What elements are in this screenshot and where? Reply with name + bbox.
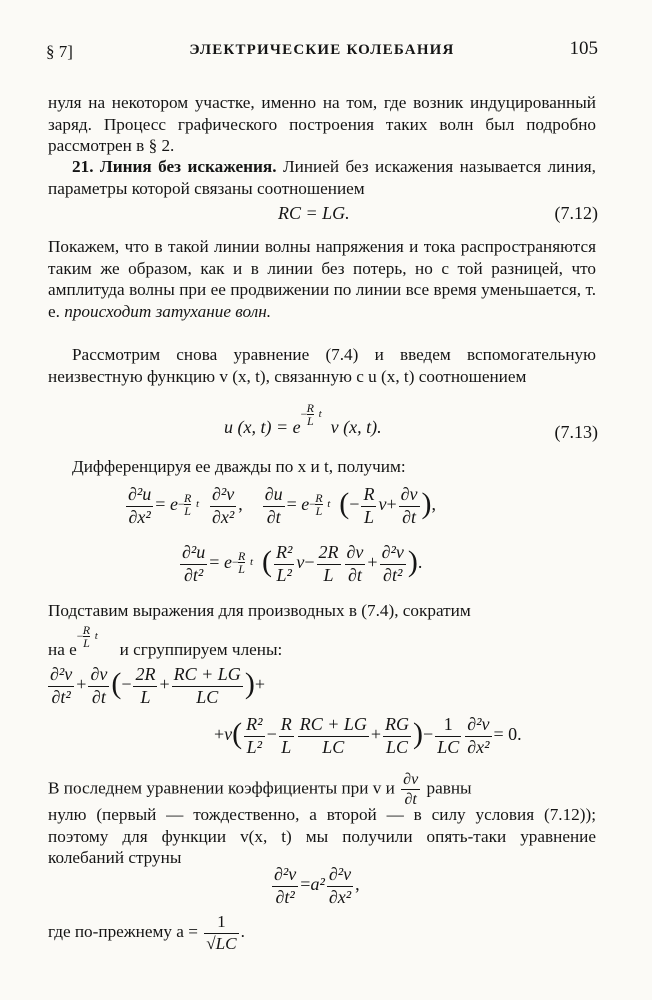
paragraph-5: Дифференцируя ее дважды по x и t, получим: <box>72 457 406 476</box>
frac-du-dt: $\frac{\partial u}{\partial t}$ <box>264 484 283 527</box>
eq713-right: v (x, t). <box>330 417 382 437</box>
section-number: § 7] <box>46 42 73 61</box>
paragraph-3 <box>48 236 596 322</box>
paragraph-1: нуля на некотором участке, именно на том, где возник индуцированный заряд. Процесс графического построения таких волн был подробно рассмотрен в § 2. <box>48 93 596 156</box>
frac-d2u-dx2: $\frac{\text{∂²u}}{\text{∂x²}}$ <box>128 484 152 527</box>
exp-num: R <box>306 401 314 415</box>
equation-7-13 <box>224 402 382 438</box>
derivatives-line-1: $\frac{\text{∂²u}}{\text{∂x²}}$ = e − R L t $\frac{\text{∂²v}}{\text{∂x²}}$ , $\frac{\partial u}{\partial t}$ = e − R L t (− $\frac{R}{L}$ v+ $\frac{\partial v}{\partial t}$ ), <box>128 484 436 527</box>
paragraph-2 <box>48 156 596 199</box>
paragraph-6b: на e − R L t и сгруппируем члены: <box>48 623 283 659</box>
exp-t: t <box>318 408 322 420</box>
exponent <box>301 402 331 438</box>
chapter-title: ЭЛЕКТРИЧЕСКИЕ КОЛЕБАНИЯ <box>189 42 455 58</box>
running-header <box>46 38 598 66</box>
equation-number-7-12: (7.12) <box>554 203 598 223</box>
eq713-left: u (x, t) = e <box>224 417 301 437</box>
exp-minus: − <box>300 407 308 421</box>
paragraph-2-text: Линией без искажения называется линия, параметры которой связаны соотношением <box>48 157 596 198</box>
paragraph-4: Рассмотрим снова уравнение (7.4) и введем вспомогательную неизвестную функцию v (x, t), связанную с u (x, t) соотношением <box>48 345 596 386</box>
paragraph-6a: Подставим выражения для производных в (7.4), сократим <box>48 601 471 620</box>
paragraph-3-emphasis: происходит затухание волн. <box>64 301 272 321</box>
grouped-equation-line-1: $\frac{\text{∂²v}}{\text{∂t²}}$ + $\frac{\partial v}{\partial t}$ (− $\frac{2R}{L}$ + $\frac{RC + LG}{LC}$ )+ <box>50 664 265 707</box>
equation-7-12: RC = LG. <box>278 203 350 223</box>
paragraph-3-text: Покажем, что в такой линии волны напряжения и тока распространяются таким же образом, как и в линии без потерь, но с той разницей, что амплитуда волны при ее продвижении по линии все время уменьшается, т. е. <box>48 237 596 321</box>
page-number: 105 <box>569 38 598 59</box>
derivatives-line-2: $\frac{\text{∂²u}}{\text{∂t²}}$ = e − R L t ( $\frac{\text{R²}}{\text{L²}}$ v− $\frac{2R}{L}$ $\frac{\partial v}{\partial t}$ + $\frac{\text{∂²v}}{\text{∂t²}}$ ). <box>182 542 423 585</box>
section-heading: 21. Линия без искажения. <box>72 157 277 176</box>
exp-fraction <box>307 402 314 427</box>
equation-number-7-13: (7.13) <box>554 422 598 442</box>
paragraph-7a: В последнем уравнении коэффициенты при v и $\frac{\partial v}{\partial t}$ равны <box>48 771 472 809</box>
paragraph-8: где по-прежнему a = $\frac{1}{√LC}$ . <box>48 912 245 953</box>
exp-den: L <box>306 414 314 428</box>
grouped-equation-line-2: +v( $\frac{\text{R²}}{\text{L²}}$ − $\frac{R}{L}$ $\frac{RC + LG}{LC}$ + $\frac{RG}{LC}$ )− $\frac{1}{LC}$ $\frac{\text{∂²v}}{\text{∂x²}}$ = 0. <box>214 714 522 757</box>
paragraph-7b: нулю (первый — тождественно, а второй — в силу условия (7.12)); поэтому для функции v(x, t) мы получили опять-таки уравнение колебаний струны <box>48 805 596 868</box>
string-equation: $\frac{\text{∂²v}}{\text{∂t²}}$ =a² $\frac{\text{∂²v}}{\text{∂x²}}$ , <box>274 864 360 907</box>
